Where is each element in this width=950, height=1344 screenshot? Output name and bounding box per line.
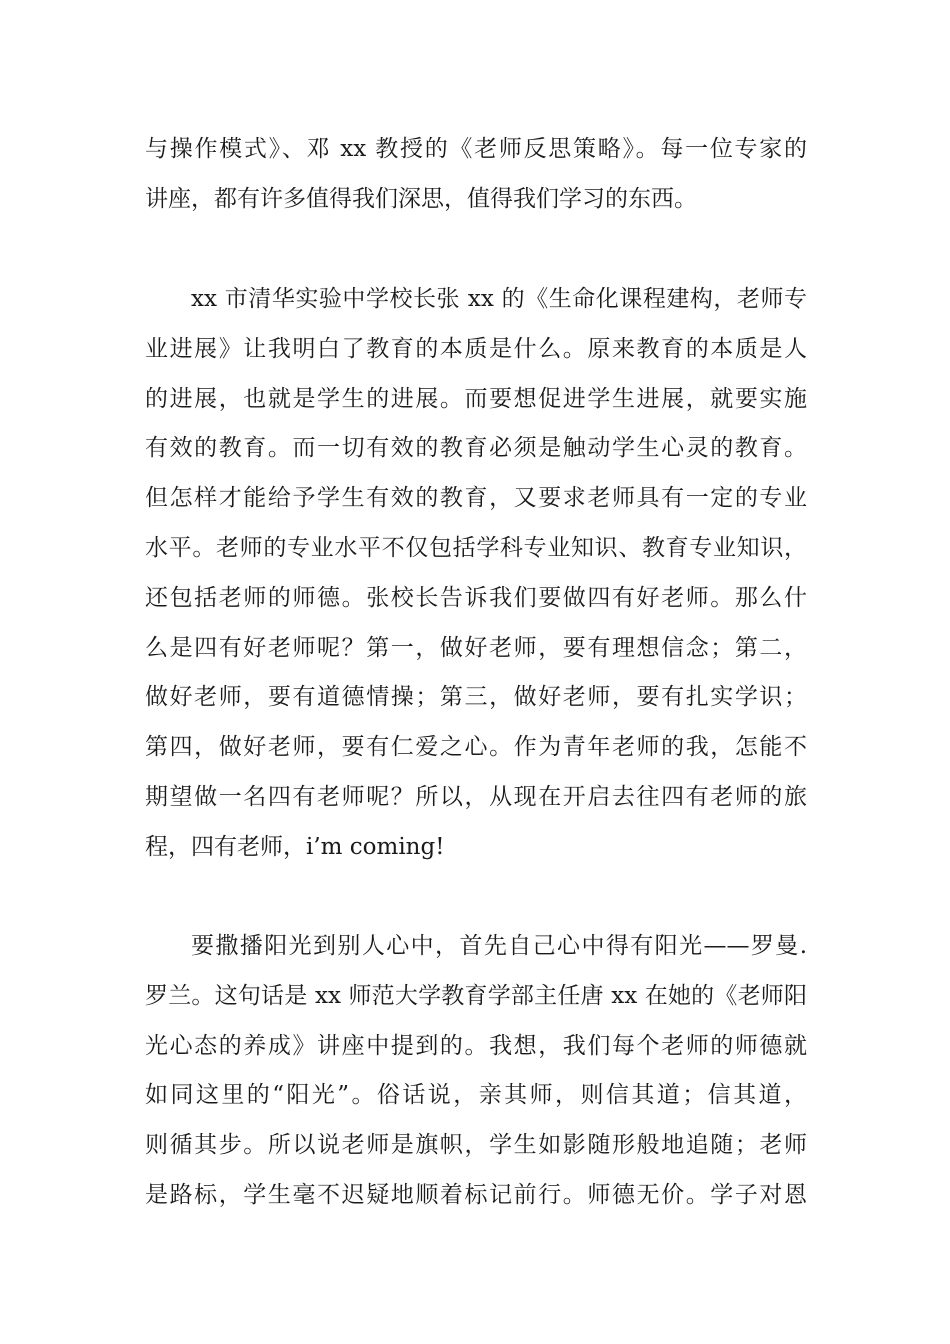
text-line: 第四，做好老师，要有仁爱之心。作为青年老师的我，怎能不 xyxy=(145,734,807,761)
text-line: 程，四有老师，i’m coming! xyxy=(145,833,445,860)
text-line: 么是四有好老师呢？第一，做好老师，要有理想信念；第二， xyxy=(145,634,807,661)
text-line: 罗兰。这句话是 xx 师范大学教育学部主任唐 xx 在她的《老师阳 xyxy=(145,982,807,1009)
text-line: 与操作模式》、邓 xx 教授的《老师反思策略》。每一位专家的 xyxy=(145,136,807,162)
text-line: 是路标，学生毫不迟疑地顺着标记前行。师德无价。学子对恩 xyxy=(145,1181,807,1208)
text-line: 还包括老师的师德。张校长告诉我们要做四有好老师。那么什 xyxy=(145,584,807,611)
text-line: 的进展，也就是学生的进展。而要想促进学生进展，就要实施 xyxy=(145,385,807,412)
paragraph-life-curriculum xyxy=(145,275,807,873)
paragraph-teacher-sunshine xyxy=(145,922,807,1221)
text-line: 光心态的养成》讲座中提到的。我想，我们每个老师的师德就 xyxy=(145,1032,807,1059)
text-line: 水平。老师的专业水平不仅包括学科专业知识、教育专业知识， xyxy=(145,534,807,561)
text-line: 则循其步。所以说老师是旗帜，学生如影随形般地追随；老师 xyxy=(145,1132,807,1159)
text-line: 期望做一名四有老师呢？所以，从现在开启去往四有老师的旅 xyxy=(145,783,807,810)
text-line: xx 市清华实验中学校长张 xx 的《生命化课程建构，老师专 xyxy=(191,286,807,312)
text-line: 要撒播阳光到别人心中，首先自己心中得有阳光——罗曼. xyxy=(191,933,807,959)
text-line: 如同这里的“阳光”。俗话说，亲其师，则信其道；信其道， xyxy=(145,1082,807,1109)
text-line: 讲座，都有许多值得我们深思，值得我们学习的东西。 xyxy=(145,185,697,212)
paragraph-expert-lectures xyxy=(145,125,807,225)
text-line: 有效的教育。而一切有效的教育必须是触动学生心灵的教育。 xyxy=(145,435,807,462)
text-line: 做好老师，要有道德情操；第三，做好老师，要有扎实学识； xyxy=(145,684,807,711)
text-line: 业进展》让我明白了教育的本质是什么。原来教育的本质是人 xyxy=(145,335,807,362)
text-line: 但怎样才能给予学生有效的教育，又要求老师具有一定的专业 xyxy=(145,485,807,512)
